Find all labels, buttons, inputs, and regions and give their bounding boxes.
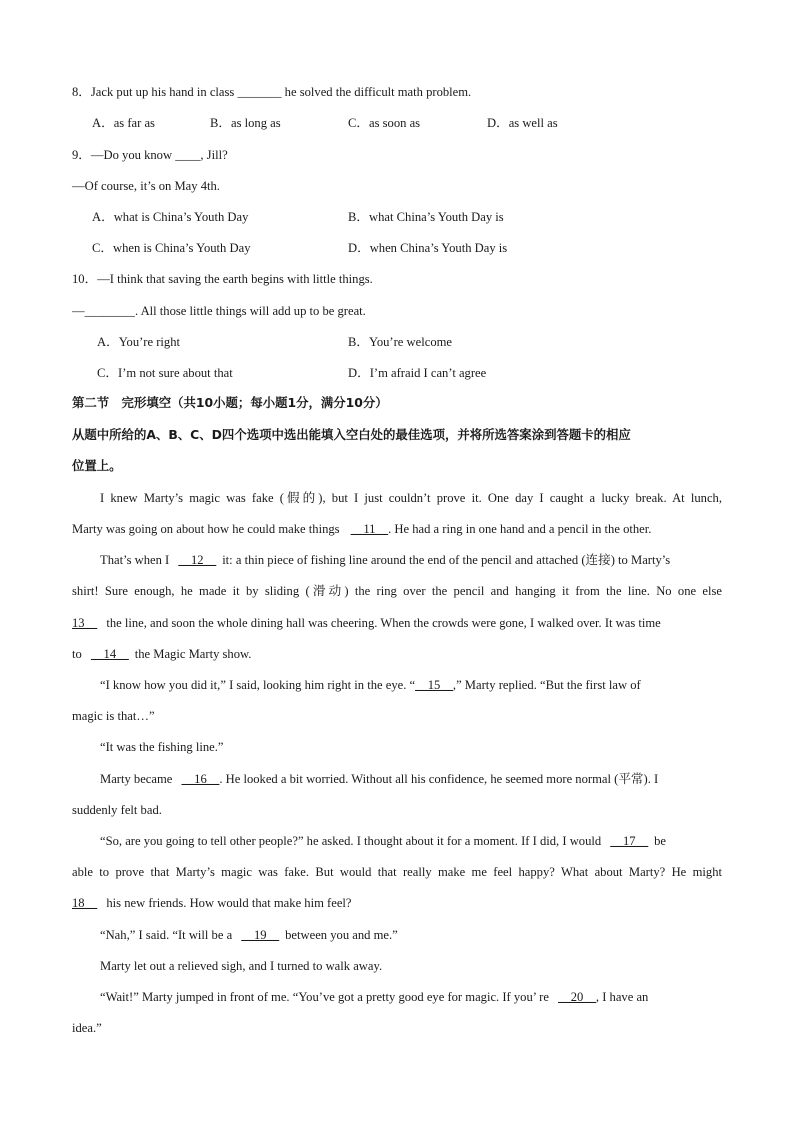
blank-16[interactable]: __16__ [181,772,220,786]
question-9-reply: —Of course, it’s on May 4th. [72,179,220,193]
q9-option-c[interactable]: C．when is China’s Youth Day [92,241,251,255]
q8-option-a[interactable]: A．as far as [92,116,155,130]
passage-line [100,771,658,787]
blank-13[interactable]: 13__ [72,616,98,630]
passage-text: the Magic Marty show. [134,647,252,661]
passage-line [72,521,651,537]
blank-12[interactable]: __12__ [178,553,217,567]
passage-line: suddenly felt bad. [72,803,162,817]
passage-line [100,833,666,849]
passage-line: “It was the fishing line.” [100,740,224,754]
passage-line: shirt! Sure enough, he made it by sliding (滑动) the ring over the pencil and hanging it from the line. No one else [72,584,722,598]
passage-text: Marty was going on about how he could make things [72,522,340,536]
passage-line: I knew Marty’s magic was fake (假的), but I just couldn’t prove it. One day I caught a lucky break. At lunch, [100,491,722,505]
q8-option-d[interactable]: D．as well as [487,116,558,130]
q9-option-d[interactable]: D．when China’s Youth Day is [348,241,508,255]
question-8-stem: 8．Jack put up his hand in class _______ he solved the difficult math problem. [72,85,472,99]
passage-text: “I know how you did it,” I said, looking him right in the eye. “ [100,678,416,692]
section-title: 第二节 完形填空（共10小题；每小题1分，满分10分） [72,395,388,410]
passage-text: “Wait!” Marty jumped in front of me. “You’ve got a pretty good eye for magic. If you’ re [100,990,549,1004]
blank-18[interactable]: 18__ [72,896,98,910]
blank-11[interactable]: __11__ [350,522,389,536]
passage-text: , I have an [595,990,649,1004]
blank-15[interactable]: __15__ [415,678,453,692]
passage-line: able to prove that Marty’s magic was fake. But would that really make me feel happy? What about Marty? He might [72,865,722,879]
passage-text: the line, and soon the whole dining hall was cheering. When the crowds were gone, I walked over. It was time [106,616,661,630]
question-9-stem: 9．—Do you know ____, Jill? [72,148,228,162]
passage-text: That’s when I [100,553,170,567]
passage-text: it: a thin piece of fishing line around the end of the pencil and attached (连接) to Marty’s [222,553,671,567]
passage-text: . He looked a bit worried. Without all his confidence, he seemed more normal (平常). I [219,772,659,786]
q10-option-b[interactable]: B．You’re welcome [348,335,453,349]
passage-line [72,895,352,911]
section-instruction-line1: 从题中所给的A、B、C、D四个选项中选出能填入空白处的最佳选项，并将所选答案涂到答题卡的相应 [72,427,631,442]
passage-line [72,615,661,631]
passage-line [100,989,648,1005]
section-instruction-line2: 位置上。 [72,458,122,473]
blank-19[interactable]: __19__ [241,928,280,942]
passage-text: “Nah,” I said. “It will be a [100,928,233,942]
q8-option-c[interactable]: C．as soon as [348,116,421,130]
passage-text: “So, are you going to tell other people?” he asked. I thought about it for a moment. If I did, I would [100,834,602,848]
passage-line [100,552,670,568]
passage-text: ,” Marty replied. “But the first law of [452,678,641,692]
q9-option-b[interactable]: B．what China’s Youth Day is [348,210,504,224]
q10-option-d[interactable]: D．I’m afraid I can’t agree [348,366,487,380]
q10-option-c[interactable]: C．I’m not sure about that [97,366,233,380]
passage-text: to [72,647,82,661]
passage-line: Marty let out a relieved sigh, and I turned to walk away. [100,959,383,973]
q9-option-a[interactable]: A．what is China’s Youth Day [92,210,249,224]
passage-text: . He had a ring in one hand and a pencil in the other. [388,522,652,536]
passage-text: Marty became [100,772,173,786]
passage-text: his new friends. How would that make him feel? [106,896,352,910]
passage-text: between you and me.” [285,928,398,942]
passage-text: be [654,834,667,848]
q10-option-a[interactable]: A．You’re right [97,335,181,349]
passage-line: magic is that…” [72,709,155,723]
blank-17[interactable]: __17__ [610,834,649,848]
q8-option-b[interactable]: B．as long as [210,116,281,130]
question-10-reply: —________. All those little things will add up to be great. [72,304,366,318]
question-10-stem: 10．—I think that saving the earth begins with little things. [72,272,373,286]
passage-line [72,646,251,662]
blank-20[interactable]: __20__ [558,990,596,1004]
passage-line: idea.” [72,1021,102,1035]
passage-line [100,677,641,693]
blank-14[interactable]: __14__ [90,647,129,661]
passage-line [100,927,398,943]
